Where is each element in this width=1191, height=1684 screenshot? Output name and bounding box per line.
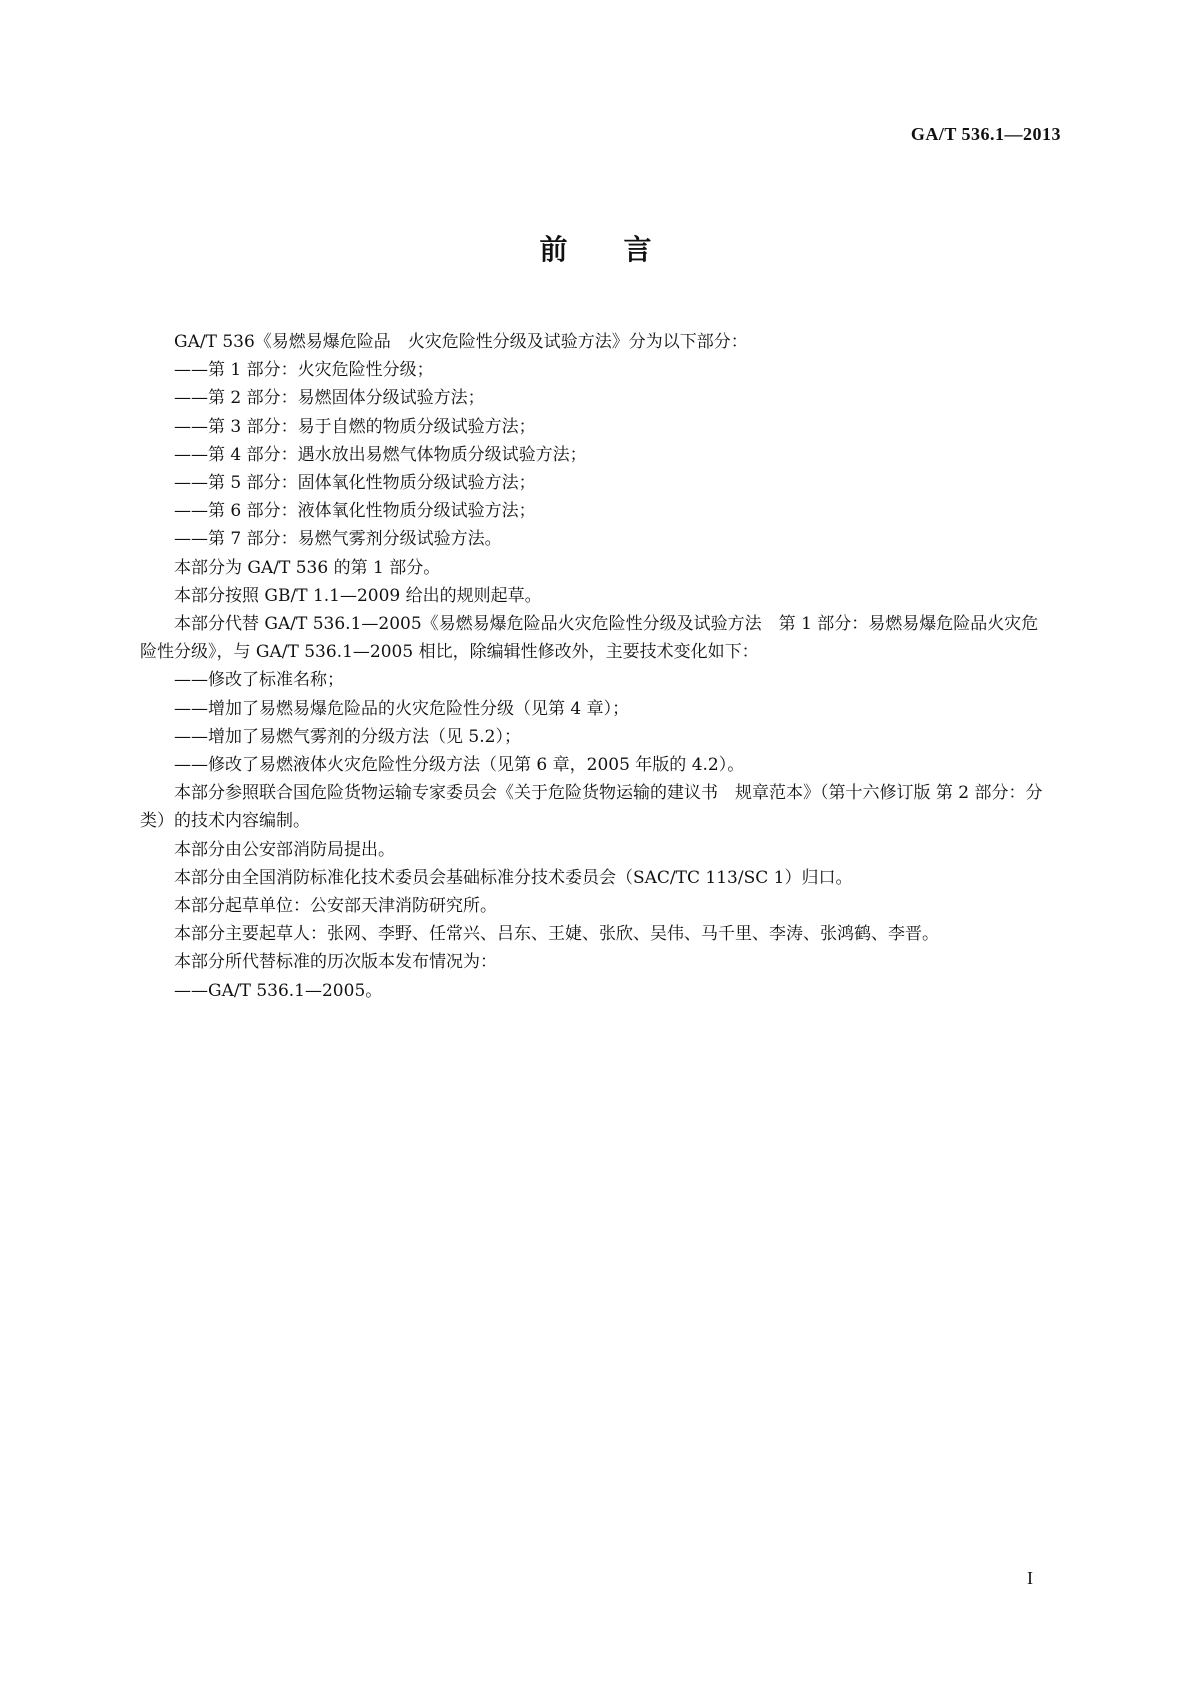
page-number: I (1027, 1568, 1033, 1588)
list-item: ——第 7 部分：易燃气雾剂分级试验方法。 (174, 529, 502, 550)
page-title: 前言 (539, 233, 708, 266)
list-item: ——第 3 部分：易于自燃的物质分级试验方法； (174, 416, 536, 437)
list-item: ——修改了易燃液体火灾危险性分级方法（见第 6 章，2005 年版的 4.2）。 (174, 755, 745, 776)
list-item: ——第 2 部分：易燃固体分级试验方法； (174, 388, 485, 409)
paragraph: 本部分起草单位：公安部天津消防研究所。 (174, 896, 497, 917)
list-item: ——第 6 部分：液体氧化性物质分级试验方法； (174, 501, 536, 522)
list-item: ——GA/T 536.1—2005。 (174, 980, 383, 1001)
paragraph-intro: GA/T 536《易燃易爆危险品 火灾危险性分级及试验方法》分为以下部分： (174, 332, 748, 352)
list-item: ——第 5 部分：固体氧化性物质分级试验方法； (174, 473, 536, 494)
paragraph: 本部分所代替标准的历次版本发布情况为： (174, 952, 497, 973)
list-item: ——增加了易燃易爆危险品的火灾危险性分级（见第 4 章）； (174, 698, 630, 719)
foreword-body (140, 328, 1054, 1005)
paragraph-replacement: 本部分代替 GA/T 536.1—2005《易燃易爆危险品火灾危险性分级及试验方法 第 1 部分：易燃易爆危险品火灾危险性分级》，与 GA/T 536.1—2005 相比，除编辑性修改外，主要技术变化如下： (140, 614, 1039, 663)
paragraph: 本部分由全国消防标准化技术委员会基础标准分技术委员会（SAC/TC 113/SC 1）归口。 (174, 867, 853, 888)
list-item: ——第 1 部分：火灾危险性分级； (174, 360, 434, 381)
paragraph-drafters: 本部分主要起草人：张网、李野、任常兴、吕东、王婕、张欣、吴伟、马千里、李涛、张鸿鹤、李晋。 (174, 924, 939, 945)
paragraph: 本部分按照 GB/T 1.1—2009 给出的规则起草。 (174, 585, 542, 606)
list-item: ——修改了标准名称； (174, 670, 344, 691)
paragraph: 本部分为 GA/T 536 的第 1 部分。 (174, 557, 441, 578)
list-item: ——增加了易燃气雾剂的分级方法（见 5.2）； (174, 726, 521, 747)
paragraph: 本部分由公安部消防局提出。 (174, 839, 395, 860)
list-item: ——第 4 部分：遇水放出易燃气体物质分级试验方法； (174, 444, 587, 465)
standard-number: GA/T 536.1—2013 (910, 124, 1061, 144)
paragraph-reference: 本部分参照联合国危险货物运输专家委员会《关于危险货物运输的建议书 规章范本》（第十六修订版 第 2 部分：分类）的技术内容编制。 (140, 783, 1043, 832)
